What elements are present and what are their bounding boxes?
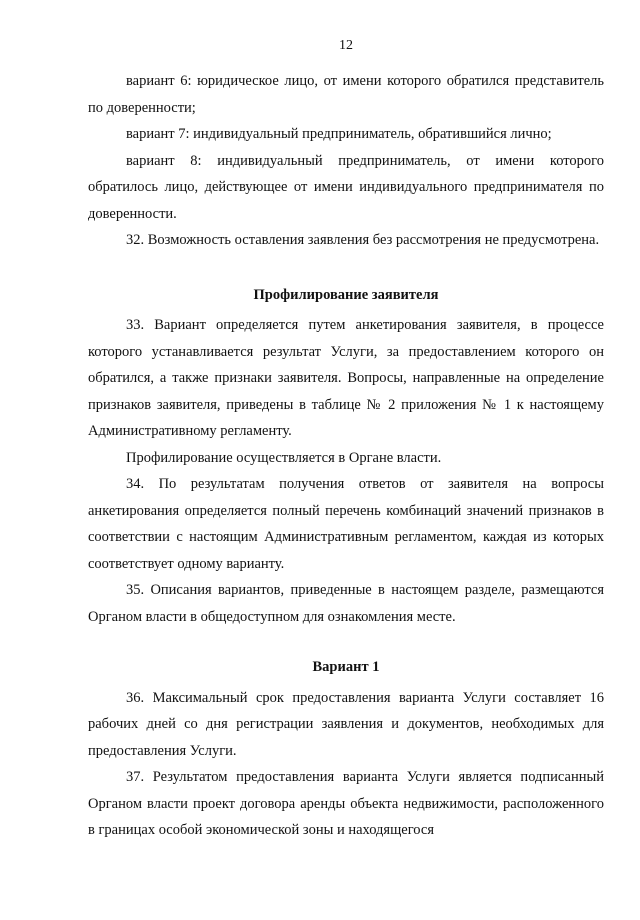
paragraph-32: 32. Возможность оставления заявления без рассмотрения не предусмотрена. (126, 232, 600, 248)
heading-variant-1: Вариант 1 (312, 659, 380, 675)
heading-profiling: Профилирование заявителя (253, 286, 439, 303)
page-number: 12 (339, 38, 353, 53)
document-page (88, 0, 604, 920)
document-body (88, 68, 604, 844)
paragraph-35: 35. Описания вариантов, приведенные в настоящем разделе, размещаются Органом власти в общедоступном для ознакомления месте. (88, 582, 604, 625)
paragraph-variant-8: вариант 8: индивидуальный предприниматель, от имени которого обратилось лицо, действующее от имени индивидуального предпринимателя по доверенности. (88, 152, 604, 222)
paragraph-profiling-body: Профилирование осуществляется в Органе власти. (126, 449, 442, 466)
paragraph-37: 37. Результатом предоставления варианта Услуги является подписанный Органом власти проект договора аренды объекта недвижимости, расположенного в границах особой экономической зоны и находящегося (88, 769, 604, 838)
paragraph-variant-6: вариант 6: юридическое лицо, от имени которого обратился представитель по доверенности; (88, 73, 604, 116)
section-gap (88, 254, 604, 282)
paragraph-34: 34. По результатам получения ответов от заявителя на вопросы анкетирования определяется полный перечень комбинаций значений признаков в соответствии с настоящим Административным регламентом, каждая из которых соответствует одному варианту. (88, 476, 604, 572)
section-gap (88, 630, 604, 654)
paragraph-36: 36. Максимальный срок предоставления варианта Услуги составляет 16 рабочих дней со дня регистрации заявления и документов, необходимых для предоставления Услуги. (88, 689, 604, 759)
paragraph-33: 33. Вариант определяется путем анкетирования заявителя, в процессе которого устанавливается результат Услуги, за предоставлением которого он обратился, а также признаки заявителя. Вопросы, направленные на определение признаков заявителя, приведены в таблице № 2 приложения № 1 к настоящему Административному регламенту. (88, 317, 604, 439)
paragraph-variant-7: вариант 7: индивидуальный предприниматель, обратившийся лично; (126, 126, 552, 142)
